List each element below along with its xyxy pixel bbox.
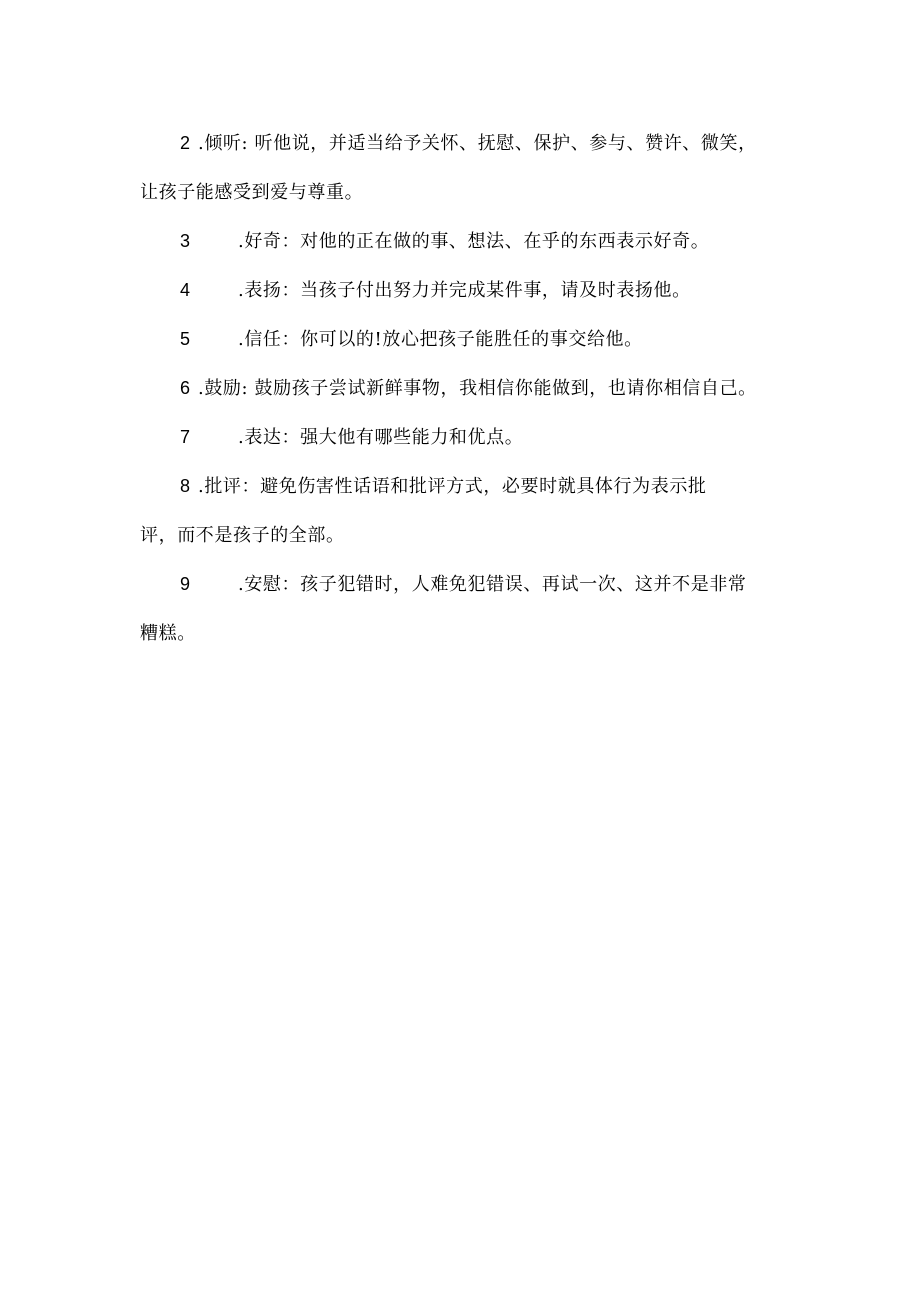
list-item: [140, 266, 790, 315]
item-number: 4: [180, 280, 191, 300]
item-text-continued: 让孩子能感受到爱与尊重。: [140, 182, 364, 203]
item-text: .信任：你可以的!放心把孩子能胜任的事交给他。: [238, 329, 643, 350]
item-number: 5: [180, 329, 191, 349]
list-item: [140, 560, 790, 658]
list-item: [140, 217, 790, 266]
item-text: .鼓励: 鼓励孩子尝试新鲜事物，我相信你能做到，也请你相信自己。: [198, 378, 757, 399]
item-text: .批评：避免伤害性话语和批评方式，必要时就具体行为表示批: [198, 476, 707, 497]
item-number: 9: [180, 574, 191, 594]
item-text: .倾听: 听他说，并适当给予关怀、抚慰、保护、参与、赞许、微笑，: [198, 133, 757, 154]
item-number: 7: [180, 427, 191, 447]
item-number: 3: [180, 231, 191, 251]
item-number: 6: [180, 378, 191, 398]
list-item: [140, 315, 790, 364]
item-number: 2: [180, 133, 191, 153]
item-text-continued: 评，而不是孩子的全部。: [140, 525, 345, 546]
item-text: .表达：强大他有哪些能力和优点。: [238, 427, 524, 448]
item-text: .好奇：对他的正在做的事、想法、在乎的东西表示好奇。: [238, 231, 710, 252]
list-item: [140, 364, 790, 413]
list-item: [140, 119, 790, 217]
item-text: .表扬：当孩子付出努力并完成某件事，请及时表扬他。: [238, 280, 691, 301]
list-item: [140, 462, 790, 560]
list-item: [140, 413, 790, 462]
item-text-continued: 糟糕。: [140, 623, 196, 644]
item-number: 8: [180, 476, 191, 496]
item-text: .安慰：孩子犯错时，人难免犯错误、再试一次、这并不是非常: [238, 574, 747, 595]
